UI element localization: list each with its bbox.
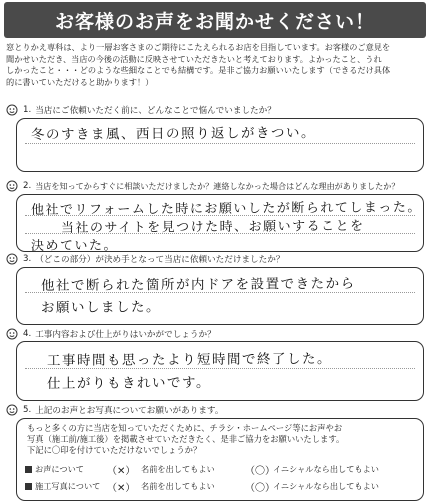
question-number: 1. xyxy=(23,105,32,115)
question-number: 5. xyxy=(23,405,32,415)
question-text: （どこの部分）が決め手となって当店に依頼いただけましたか？ xyxy=(35,255,285,265)
square-bullet-icon xyxy=(25,466,32,473)
name-choice-mark[interactable]: （✕） xyxy=(107,466,136,477)
option-label: 施工写真について xyxy=(35,481,101,491)
question-3 xyxy=(6,252,426,266)
consent-text xyxy=(27,423,417,457)
question-text: 上記のお声とお写真についてお願いがあります。 xyxy=(35,406,224,416)
question-number: 3. xyxy=(23,254,32,264)
name-choice-text: 名前を出してもよい xyxy=(141,464,215,474)
handwritten-answer: 冬のすきま風、西日の照り返しがきつい。 xyxy=(30,125,317,143)
speaker-face-icon xyxy=(6,328,18,340)
initial-choice-mark[interactable]: （〇） xyxy=(245,466,275,477)
question-2 xyxy=(6,179,426,193)
question-5 xyxy=(6,403,426,417)
handwritten-answer: 決めていた。 xyxy=(30,238,119,254)
question-text: 当店を知ってからすぐに相談いただけましたか？連絡しなかった場合はどんな理由がありましたか？ xyxy=(35,180,400,191)
consent-option-voice xyxy=(25,463,420,476)
intro-line: 窓とりかえ専科は、より一層お客さまのご期待にこたえられるお店を目指しています。お客様のご意見を xyxy=(6,42,391,52)
answer-box-2 xyxy=(16,194,424,252)
answer-box-1 xyxy=(16,118,424,172)
square-bullet-icon xyxy=(25,483,32,490)
option-label: お声について xyxy=(35,464,84,474)
handwritten-answer: 当社のサイトを見つけた時、お願いすることを xyxy=(60,218,365,236)
initial-choice-text: イニシャルなら出してもよい xyxy=(273,464,379,474)
initial-choice-text: イニシャルなら出してもよい xyxy=(273,481,379,491)
initial-choice-mark[interactable]: （〇） xyxy=(245,483,275,494)
page-title: お客様のお声をお聞かせください！ xyxy=(4,2,426,38)
question-text: 当店にご依頼いただく前に、どんなことで悩んでいましたか？ xyxy=(35,106,276,116)
consent-line: もっと多くの方に当店を知っていただくために、チラシ・ホームページ等にお声やお xyxy=(27,423,343,433)
consent-line: 下記に〇印を付けていただけないでしょうか？ xyxy=(27,445,202,456)
answer-box-3 xyxy=(16,267,424,325)
handwritten-answer: 他社で断られた箇所が内ドアを設置できたから xyxy=(40,275,356,294)
intro-line: しかったこと・・・どのような些細なことでも結構です。是非ご協力お願いいたします（できるだけ具体 xyxy=(6,65,391,76)
handwritten-answer: 工事時間も思ったより短時間で終了した。 xyxy=(46,351,333,369)
name-choice-mark[interactable]: （✕） xyxy=(107,483,136,494)
consent-option-photo xyxy=(25,480,420,493)
speaker-face-icon xyxy=(6,104,18,116)
name-choice-text: 名前を出してもよい xyxy=(141,481,215,491)
intro-line: 的に書いていただけると助かります！） xyxy=(6,76,154,87)
question-1 xyxy=(6,103,426,117)
intro-line: 聞かせいただき、当店の今後の活動に反映させていただきたいと考えております。よかったこと、うれ xyxy=(6,53,382,64)
consent-line: 写真（施工前/施工後）を掲載させていただきたく、是非ご協力をお願いいたします。 xyxy=(27,434,345,445)
handwritten-answer: 他社でリフォームした時にお願いしたが断られてしまった。 xyxy=(30,200,422,218)
handwritten-answer: お願いしました。 xyxy=(40,299,162,316)
question-text: 工事内容および仕上がりはいかがでしょうか？ xyxy=(35,330,216,340)
question-4 xyxy=(6,327,426,341)
speaker-face-icon xyxy=(6,253,18,265)
ruled-line xyxy=(25,143,415,144)
speaker-face-icon xyxy=(6,404,18,416)
answer-box-4 xyxy=(16,341,424,401)
speaker-face-icon xyxy=(6,180,18,192)
consent-box xyxy=(16,418,424,501)
handwritten-answer: 仕上がりもきれいです。 xyxy=(46,374,211,392)
intro-text xyxy=(6,42,426,88)
question-number: 2. xyxy=(23,181,32,191)
question-number: 4. xyxy=(23,329,32,339)
